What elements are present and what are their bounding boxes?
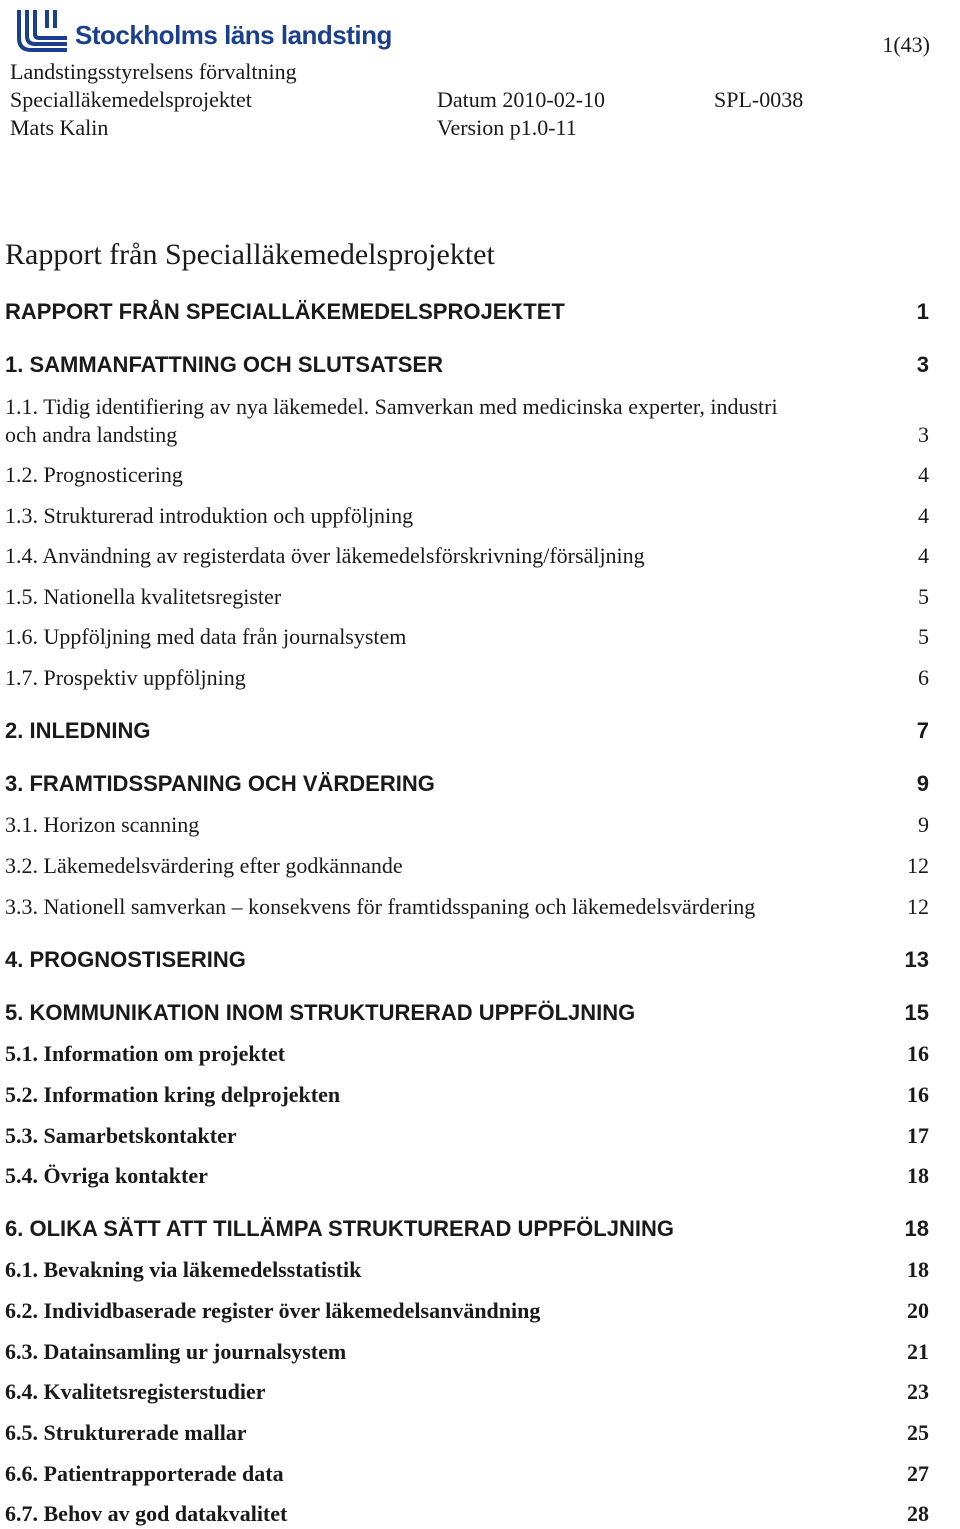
toc-entry-title: 6. OLIKA SÄTT ATT TILLÄMPA STRUKTURERAD UPPFÖLJNING	[5, 1216, 674, 1241]
toc-entry-page: 18	[907, 1163, 929, 1188]
page-header	[0, 0, 960, 150]
toc-entry-title: 1. SAMMANFATTNING OCH SLUTSATSER	[5, 352, 443, 377]
toc-entry-page: 15	[904, 1000, 929, 1025]
toc-entry-page: 18	[904, 1216, 929, 1241]
org-logo	[11, 4, 392, 56]
toc-entry-title: 6.5. Strukturerade mallar	[5, 1420, 247, 1445]
toc-entry-page: 4	[918, 462, 929, 487]
author-name: Mats Kalin	[10, 115, 109, 140]
toc-entry-title: 5.4. Övriga kontakter	[5, 1163, 208, 1188]
toc-entry-page: 16	[907, 1041, 929, 1066]
toc-entry-page: 27	[907, 1461, 929, 1486]
toc-entry-title: 5.1. Information om projektet	[5, 1041, 286, 1066]
toc-entry-title: 6.6. Patientrapporterade data	[5, 1461, 284, 1486]
toc-entry-title: 6.7. Behov av god datakvalitet	[5, 1501, 288, 1526]
toc-entry-page: 9	[916, 771, 929, 796]
toc-entry-title: 4. PROGNOSTISERING	[5, 947, 246, 972]
toc-entry-page: 20	[907, 1298, 929, 1323]
toc-entry-page: 9	[918, 812, 929, 837]
sll-logo-icon	[11, 8, 69, 56]
toc-entry-title: 1.3. Strukturerad introduktion och uppföljning	[5, 503, 414, 528]
document-date: Datum 2010-02-10	[437, 87, 606, 112]
toc-entry-page: 12	[907, 853, 929, 878]
toc-entry-title: 3.3. Nationell samverkan – konsekvens för framtidsspaning och läkemedelsvärdering	[5, 894, 756, 919]
toc-entry-title: 6.3. Datainsamling ur journalsystem	[5, 1339, 347, 1364]
toc-entry-title: 6.2. Individbaserade register över läkemedelsanvändning	[5, 1298, 541, 1323]
page-indicator: 1(43)	[882, 32, 930, 57]
toc-entry-page: 5	[918, 584, 929, 609]
toc-entry-page: 17	[907, 1123, 929, 1148]
toc-entry-page: 16	[907, 1082, 929, 1107]
toc-entry-page: 18	[907, 1257, 929, 1282]
toc-entry-title: 3.1. Horizon scanning	[5, 812, 200, 837]
toc-entry-page: 23	[907, 1379, 929, 1404]
toc-entry-page: 6	[918, 665, 929, 690]
toc-entry-page: 7	[916, 718, 929, 743]
toc-entry-title: 1.5. Nationella kvalitetsregister	[5, 584, 282, 609]
project-name: Specialläkemedelsprojektet	[10, 87, 252, 112]
toc-entry-page: 3	[916, 352, 929, 377]
toc-entry-title: 6.4. Kvalitetsregisterstudier	[5, 1379, 266, 1404]
toc-entry-page: 4	[918, 503, 929, 528]
toc-entry-title: 3.2. Läkemedelsvärdering efter godkännande	[5, 853, 403, 878]
toc-entry-title: RAPPORT FRÅN SPECIALLÄKEMEDELSPROJEKTET	[5, 299, 565, 324]
toc-entry-page: 5	[918, 624, 929, 649]
toc-entry-1-1[interactable]	[5, 394, 929, 452]
toc-entry-page: 3	[918, 422, 929, 447]
toc-entry-title: 5.3. Samarbetskontakter	[5, 1123, 237, 1148]
document-id: SPL-0038	[714, 87, 804, 112]
toc-entry-page: 13	[904, 947, 929, 972]
toc-entry-title: 1.6. Uppföljning med data från journalsystem	[5, 624, 407, 649]
toc-entry-title: 3. FRAMTIDSSPANING OCH VÄRDERING	[5, 771, 435, 796]
toc-entry-page: 21	[907, 1339, 929, 1364]
toc-entry-title: 5. KOMMUNIKATION INOM STRUKTURERAD UPPFÖLJNING	[5, 1000, 636, 1025]
toc-entry-title: 2. INLEDNING	[5, 718, 151, 743]
toc-entry-title: 1.4. Användning av registerdata över läkemedelsförskrivning/försäljning	[5, 543, 645, 568]
department-name: Landstingsstyrelsens förvaltning	[10, 59, 297, 84]
toc-entry-page: 12	[907, 894, 929, 919]
toc-entry-title: 6.1. Bevakning via läkemedelsstatistik	[5, 1257, 362, 1282]
org-name: Stockholms läns landsting	[75, 20, 392, 50]
toc-entry-title: 1.7. Prospektiv uppföljning	[5, 665, 246, 690]
toc-entry-title-line2: och andra landsting	[5, 422, 178, 447]
toc-entry-title: 5.2. Information kring delprojekten	[5, 1082, 341, 1107]
toc-entry-page: 1	[916, 299, 929, 324]
toc-entry-title: 1.2. Prognosticering	[5, 462, 183, 487]
document-title: Rapport från Specialläkemedelsprojektet	[5, 238, 495, 271]
toc-entry-page: 4	[918, 543, 929, 568]
toc-entry-page: 28	[907, 1501, 929, 1526]
toc-entry-page: 25	[907, 1420, 929, 1445]
toc-entry-title-line1: 1.1. Tidig identifiering av nya läkemedel. Samverkan med medicinska experter, industri	[5, 394, 778, 419]
document-version: Version p1.0-11	[437, 115, 577, 140]
